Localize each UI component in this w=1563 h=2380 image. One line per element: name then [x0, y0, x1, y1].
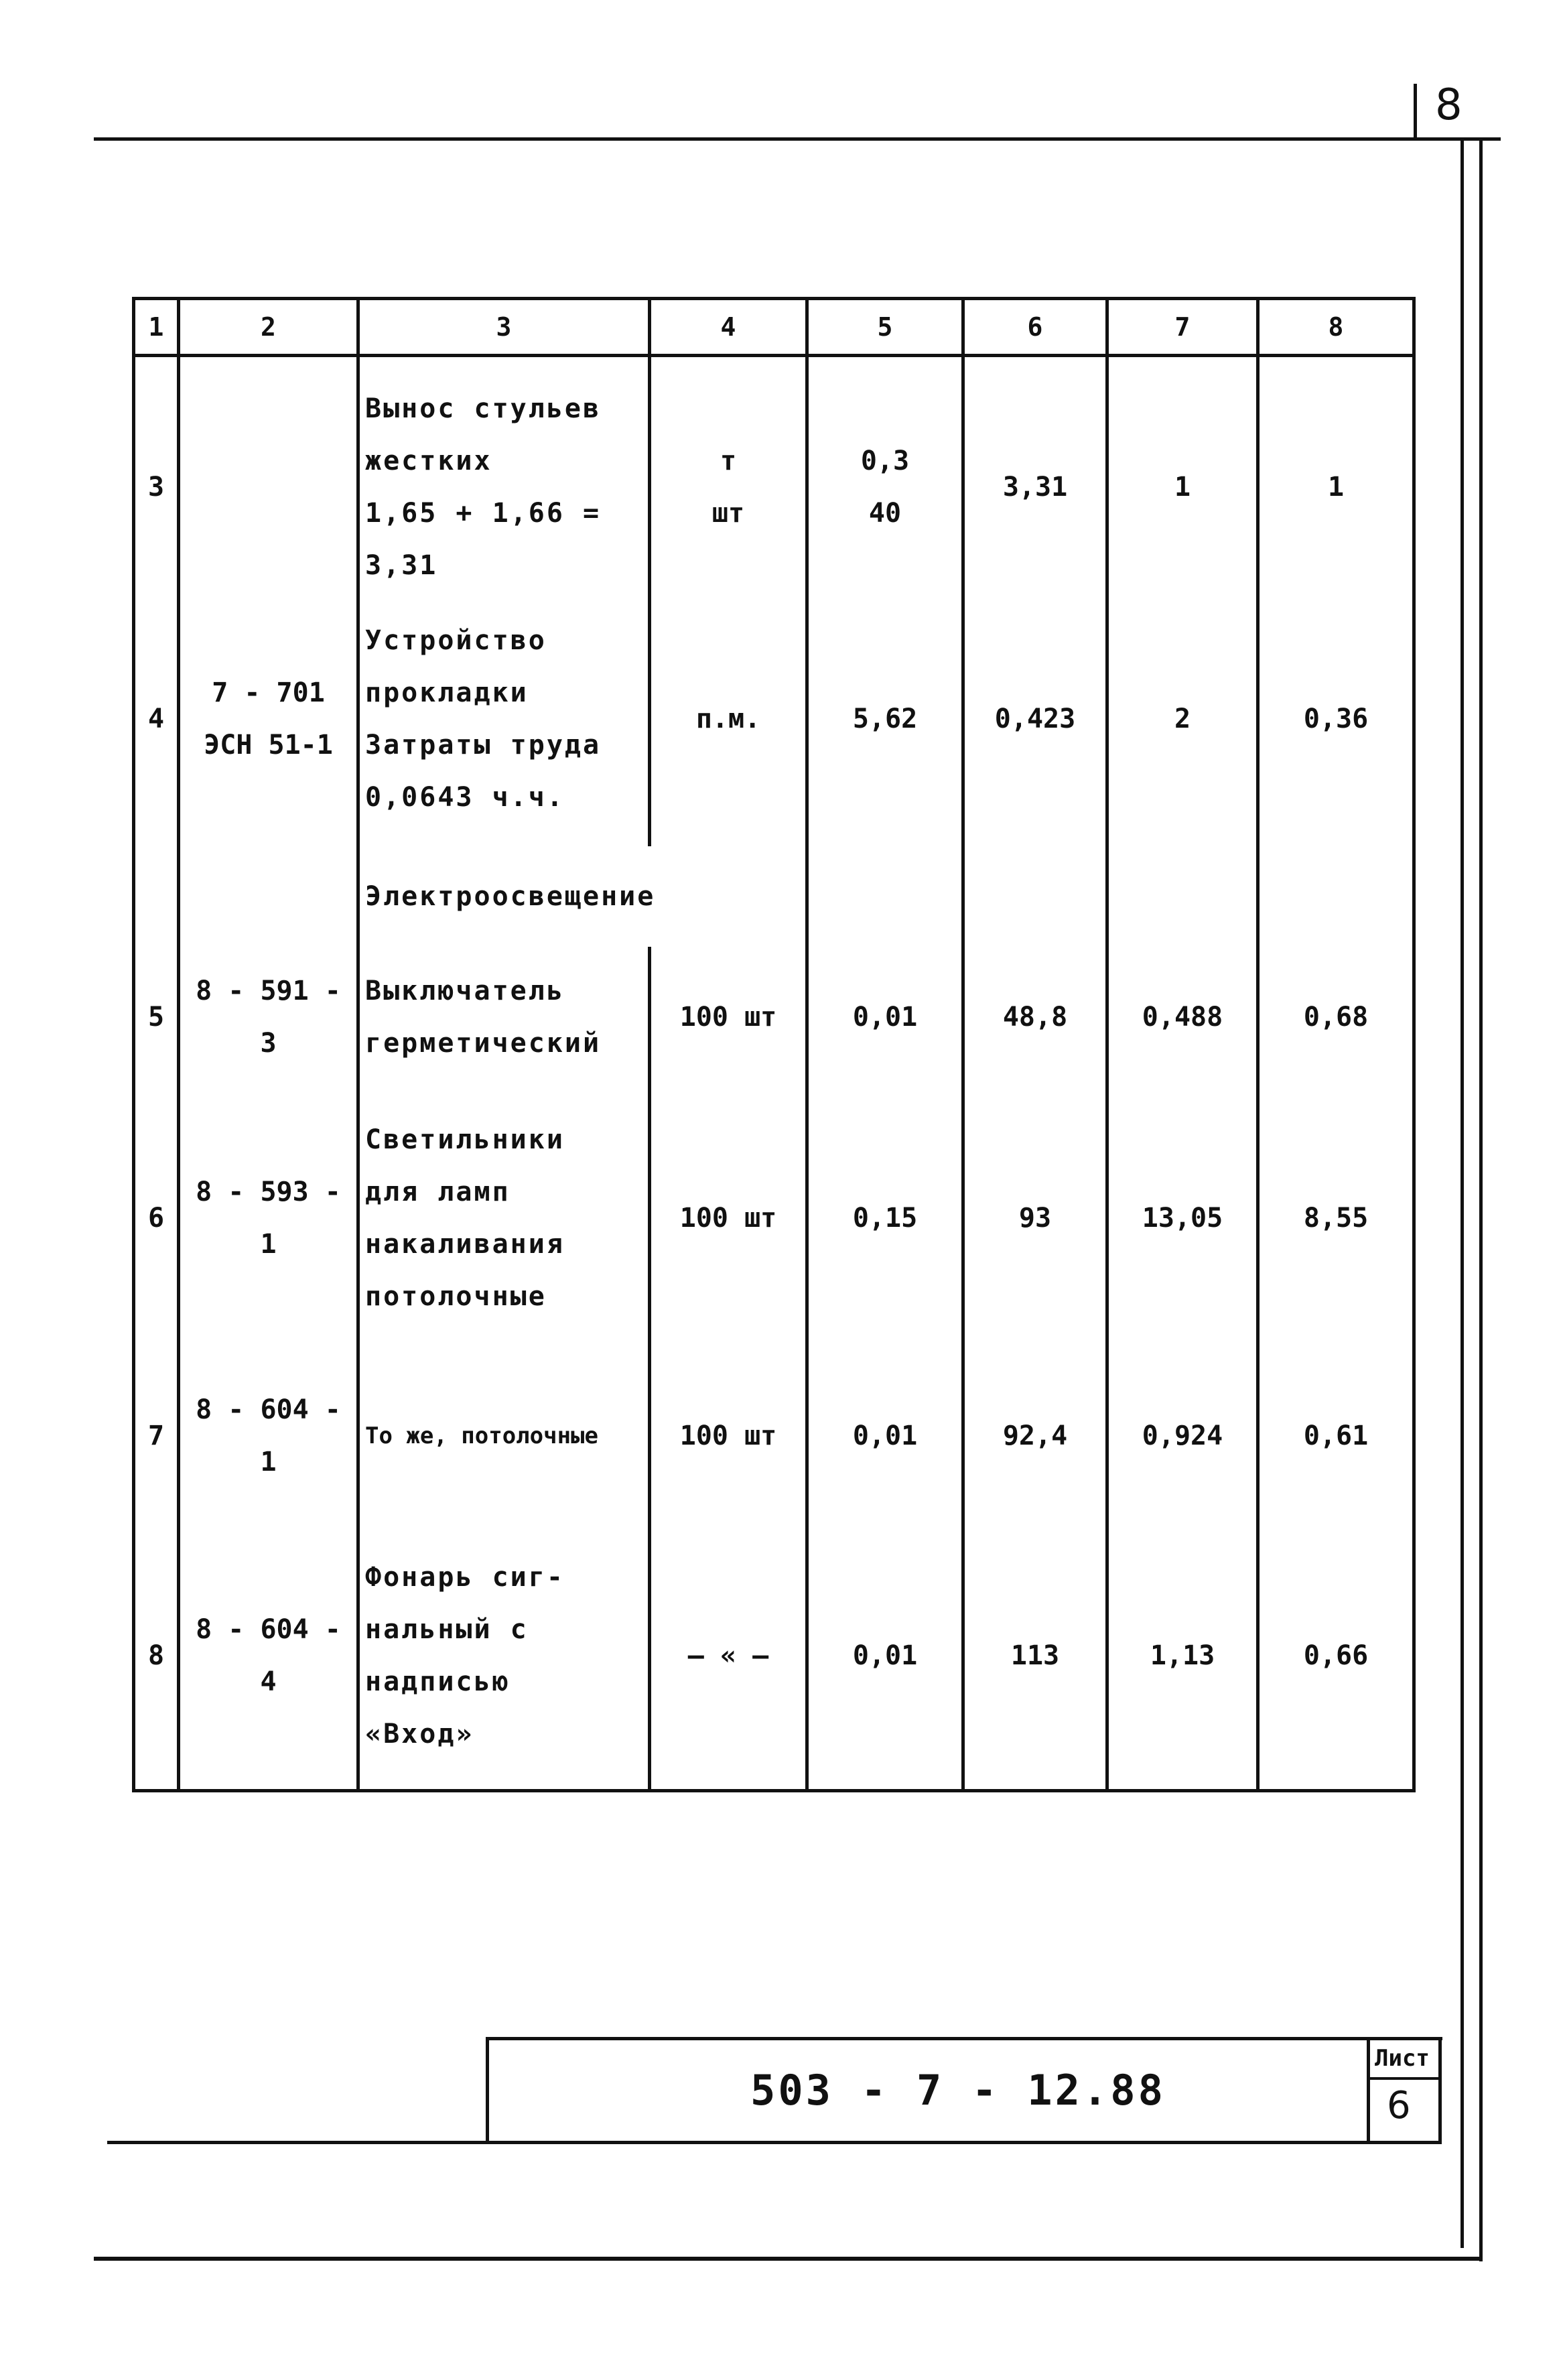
norm-code: 7 - 701 ЭСН 51-1	[179, 592, 358, 846]
column-header: 2	[179, 299, 358, 356]
table-row	[134, 1523, 1414, 1791]
column-header: 7	[1107, 299, 1258, 356]
work-description: Выключатель герметический	[358, 947, 650, 1087]
table-row	[134, 383, 1414, 592]
unit: п.м.	[650, 592, 807, 846]
row-number: 3	[134, 383, 179, 592]
title-block-bottom-line	[107, 2141, 1440, 2144]
frame-right-line-outer	[1479, 137, 1483, 2261]
value-col7: 0,488	[1107, 947, 1258, 1087]
unit: 100 шт	[650, 1087, 807, 1349]
value-col8: 0,68	[1258, 947, 1414, 1087]
column-header: 1	[134, 299, 179, 356]
row-number: 4	[134, 592, 179, 846]
row-number: 6	[134, 1087, 179, 1349]
sheet-box-left-line	[1414, 84, 1417, 141]
quantity: 0,15	[807, 1087, 963, 1349]
value-col6: 92,4	[963, 1349, 1107, 1523]
norm-code: 8 - 604 - 4	[179, 1523, 358, 1791]
row-number: 8	[134, 1523, 179, 1791]
work-description: То же, потолочные	[358, 1349, 650, 1523]
table-row	[134, 947, 1414, 1087]
unit: 100 шт	[650, 1349, 807, 1523]
value-col8: 0,36	[1258, 592, 1414, 846]
quantity: 0,01	[807, 1349, 963, 1523]
norm-code: 8 - 591 - 3	[179, 947, 358, 1087]
work-description: Фонарь сиг- нальный с надписью «Вход»	[358, 1523, 650, 1791]
table-row	[134, 1087, 1414, 1349]
value-col7: 1	[1107, 383, 1258, 592]
sheet-label: Лист	[1375, 2045, 1430, 2072]
section-row	[134, 846, 1414, 947]
unit: т шт	[650, 383, 807, 592]
work-description: Вынос стульев жестких 1,65 + 1,66 = 3,31	[358, 383, 650, 592]
value-col6: 48,8	[963, 947, 1107, 1087]
value-col7: 13,05	[1107, 1087, 1258, 1349]
value-col6: 3,31	[963, 383, 1107, 592]
norm-code: 8 - 593 - 1	[179, 1087, 358, 1349]
value-col7: 2	[1107, 592, 1258, 846]
quantity: 0,01	[807, 947, 963, 1087]
table-row	[134, 1349, 1414, 1523]
sheet-cell-divider	[1367, 2077, 1440, 2080]
sheet-cell-right-line	[1438, 2040, 1442, 2144]
norm-code: 8 - 604 - 1	[179, 1349, 358, 1523]
sheet-cell-left-line	[1367, 2040, 1370, 2144]
unit: — « —	[650, 1523, 807, 1791]
section-title: Электроосвещение	[358, 846, 807, 947]
specification-table	[132, 297, 1416, 1792]
quantity: 0,3 40	[807, 383, 963, 592]
table-header-row	[134, 299, 1414, 356]
value-col8: 8,55	[1258, 1087, 1414, 1349]
column-header: 5	[807, 299, 963, 356]
norm-code	[179, 383, 358, 592]
frame-top-line	[94, 137, 1501, 141]
value-col6: 113	[963, 1523, 1107, 1791]
top-sheet-number: 8	[1435, 80, 1463, 130]
title-block-left-line	[486, 2037, 489, 2144]
value-col8: 0,61	[1258, 1349, 1414, 1523]
sheet-number: 6	[1387, 2084, 1411, 2127]
work-description: Светильники для ламп накаливания потолочные	[358, 1087, 650, 1349]
row-number: 7	[134, 1349, 179, 1523]
value-col7: 1,13	[1107, 1523, 1258, 1791]
quantity: 0,01	[807, 1523, 963, 1791]
value-col6: 93	[963, 1087, 1107, 1349]
frame-right-line-inner	[1460, 137, 1464, 2248]
row-number: 5	[134, 947, 179, 1087]
column-header: 3	[358, 299, 650, 356]
value-col7: 0,924	[1107, 1349, 1258, 1523]
value-col8: 0,66	[1258, 1523, 1414, 1791]
unit: 100 шт	[650, 947, 807, 1087]
column-header: 8	[1258, 299, 1414, 356]
column-header: 6	[963, 299, 1107, 356]
value-col8: 1	[1258, 383, 1414, 592]
column-header: 4	[650, 299, 807, 356]
value-col6: 0,423	[963, 592, 1107, 846]
quantity: 5,62	[807, 592, 963, 846]
title-block-top-line	[488, 2037, 1442, 2040]
document-code: 503 - 7 - 12.88	[750, 2066, 1166, 2115]
frame-bottom-line	[94, 2257, 1483, 2261]
work-description: Устройство прокладки Затраты труда 0,0643 ч.ч.	[358, 592, 650, 846]
table-row	[134, 592, 1414, 846]
